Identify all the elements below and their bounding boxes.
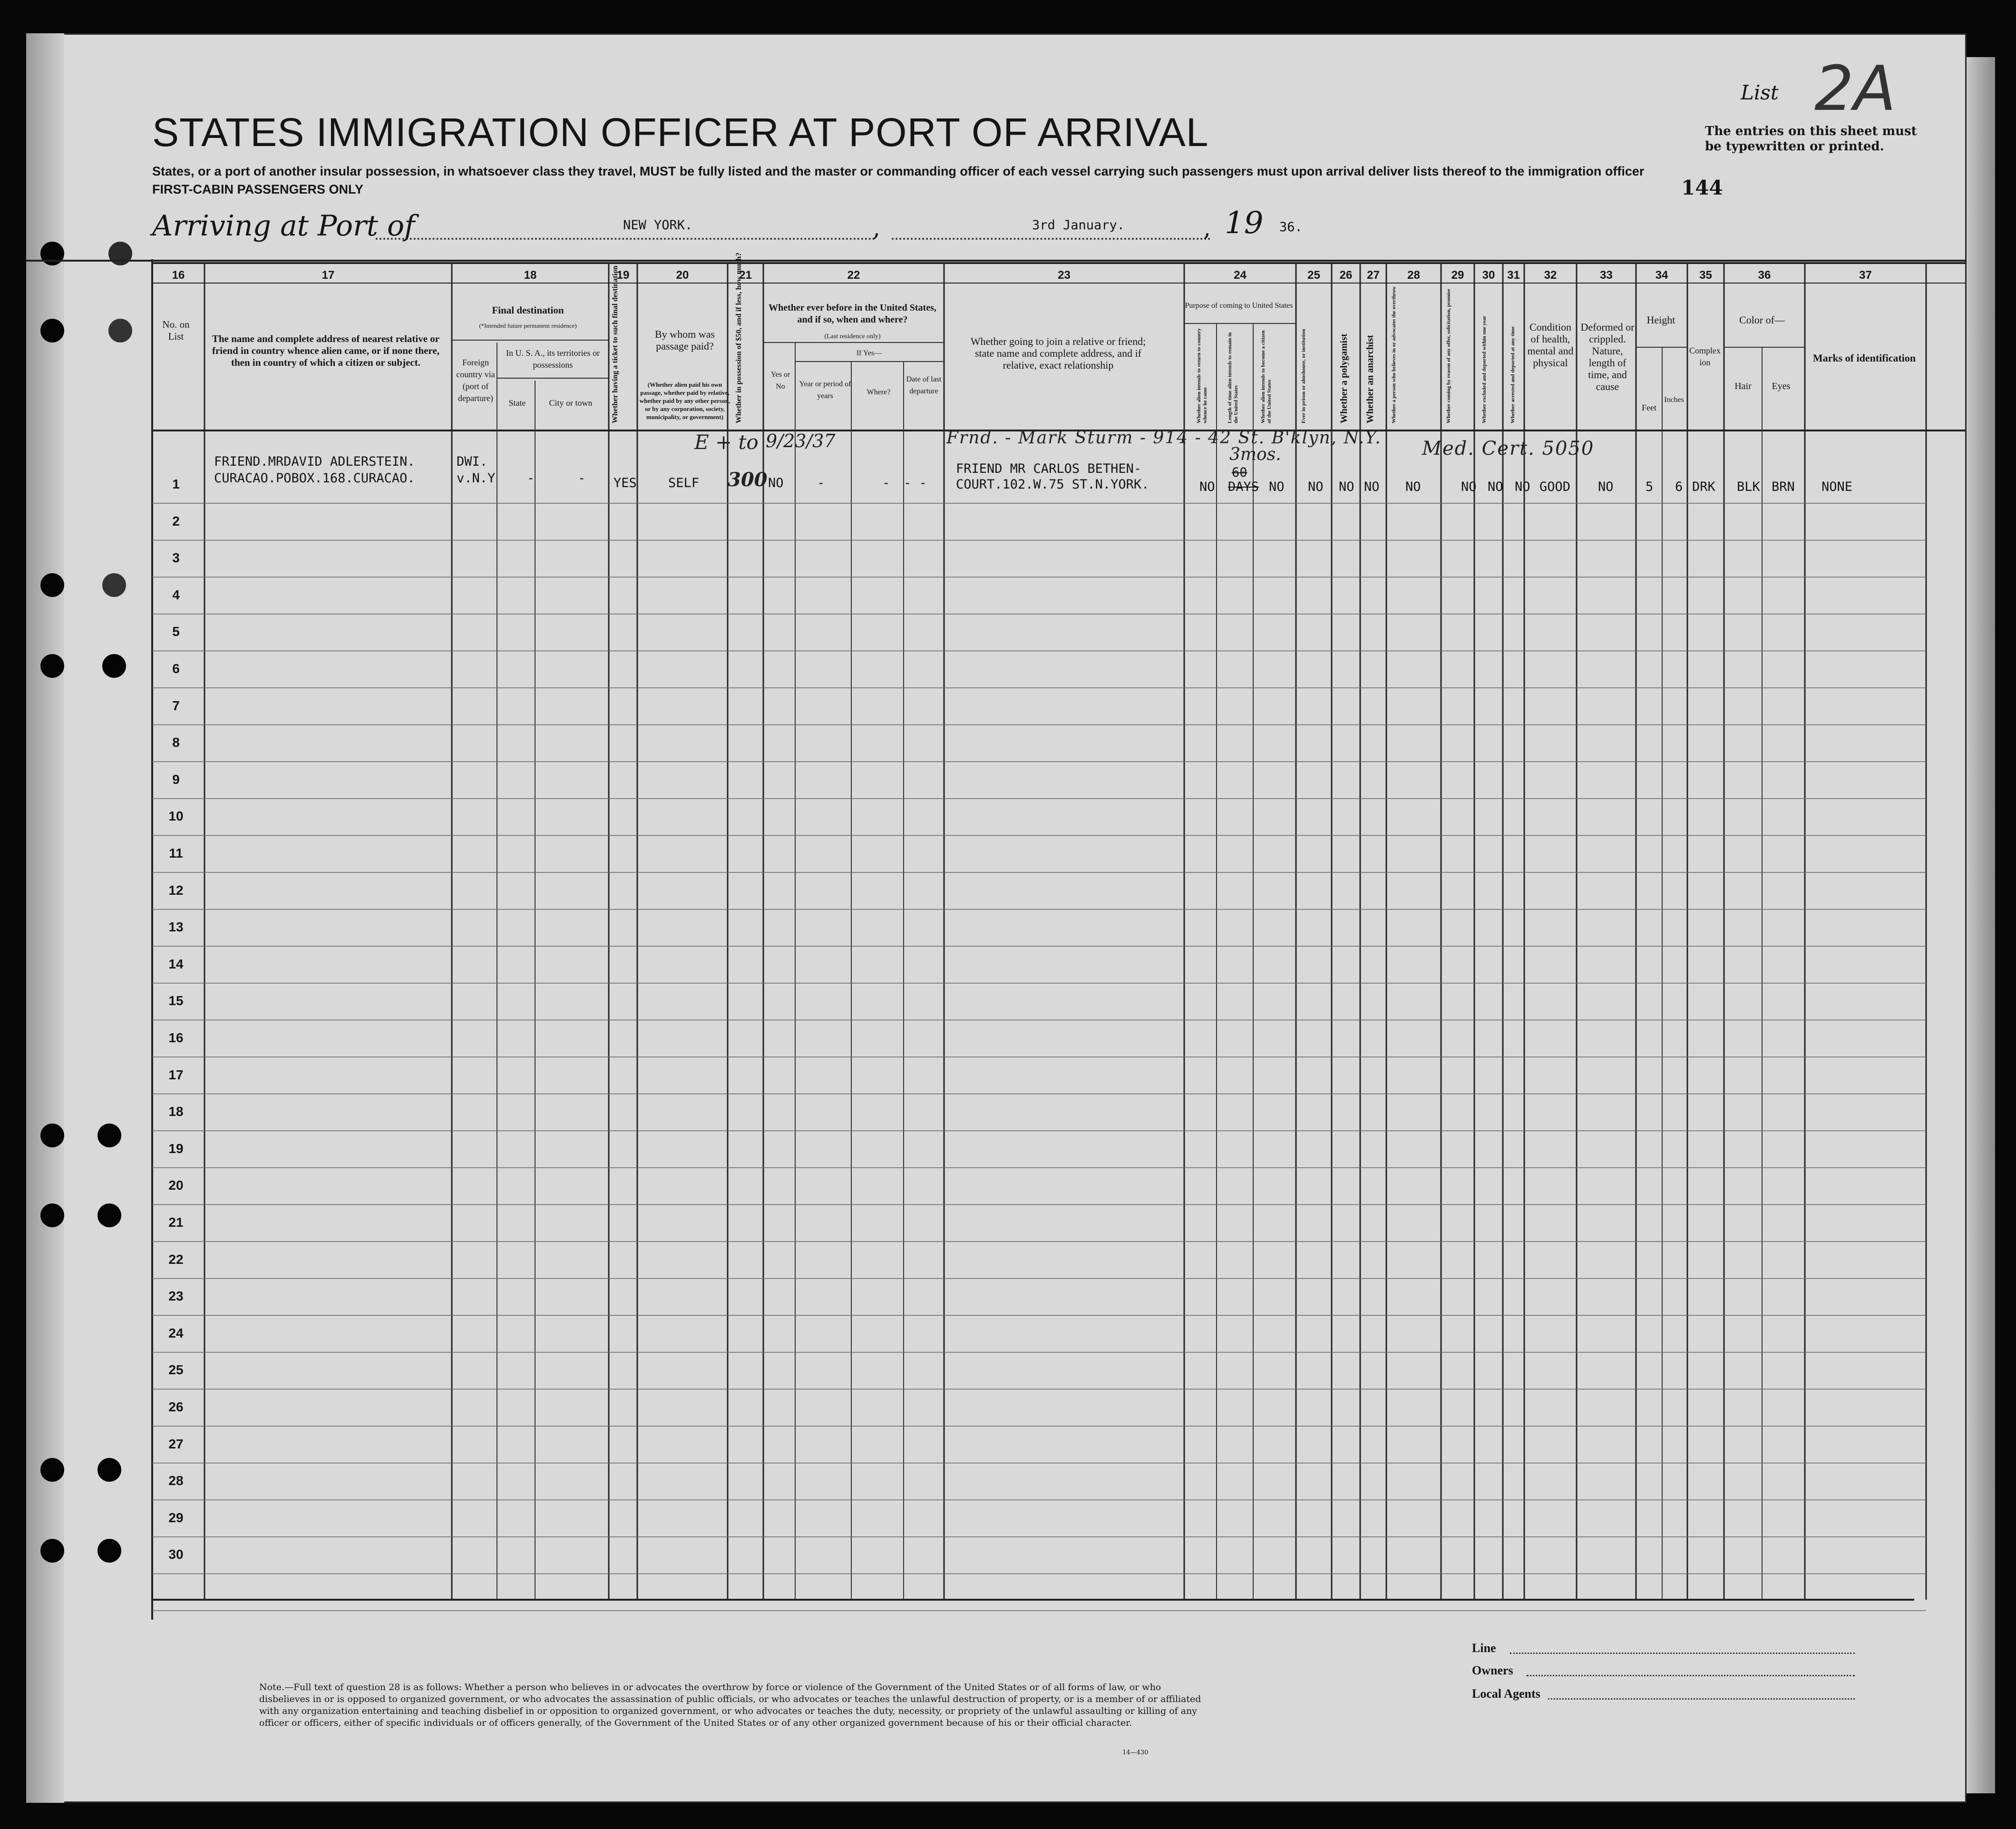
header-date-last: Date of last departure bbox=[906, 375, 942, 395]
entry-relative-line2: CURACAO.POBOX.168.CURACAO. bbox=[214, 471, 415, 486]
header-excluded: Whether excluded and deported within one year bbox=[1481, 315, 1487, 423]
header-complexion: Complexion bbox=[1689, 346, 1721, 367]
column-number: 28 bbox=[1407, 269, 1420, 282]
header-marks: Marks of identification bbox=[1812, 352, 1916, 364]
header-hair: Hair bbox=[1734, 381, 1752, 391]
line-dotted bbox=[1510, 1653, 1855, 1654]
agents-label: Local Agents bbox=[1472, 1687, 1540, 1701]
header-state: State bbox=[508, 398, 526, 408]
header-ever-before-note: (Last residence only) bbox=[824, 333, 881, 340]
port-value: NEW YORK. bbox=[623, 218, 693, 233]
entry-overthrow: NO bbox=[1405, 479, 1421, 494]
owners-dotted bbox=[1527, 1675, 1855, 1676]
header-purpose-return: Whether alien intends to return to country whence he came bbox=[1196, 328, 1208, 423]
row-number: 4 bbox=[172, 587, 180, 602]
column-number: 27 bbox=[1367, 269, 1380, 282]
header-prison: Ever in prison or almshouse, or institution bbox=[1301, 329, 1306, 423]
row-number: 10 bbox=[168, 809, 184, 824]
header-year: Year or period of years bbox=[799, 380, 851, 400]
entry-inches: 6 bbox=[1675, 479, 1683, 494]
header-where: Where? bbox=[867, 388, 891, 396]
row-number: 26 bbox=[168, 1399, 184, 1414]
header-purpose-citizen: Whether alien intends to become a citizen of the United States bbox=[1260, 330, 1272, 423]
header-city: City or town bbox=[549, 398, 593, 408]
page-title: STATES IMMIGRATION OFFICER AT PORT OF ARRIVAL bbox=[152, 110, 1209, 155]
entry-ever-before: NO bbox=[768, 476, 784, 490]
column-number: 33 bbox=[1600, 269, 1613, 282]
entry-prison: NO bbox=[1308, 479, 1324, 494]
entry-anarchist: NO bbox=[1364, 479, 1380, 494]
header-foreign-country: Foreign country via (port of departure) bbox=[456, 358, 495, 403]
entry-friend-line2: COURT.102.W.75 ST.N.YORK. bbox=[956, 477, 1149, 492]
annotation-money: E + to bbox=[694, 430, 759, 454]
date-dotted-line bbox=[892, 238, 1210, 240]
header-eyes: Eyes bbox=[1772, 381, 1791, 391]
header-arrested: Whether arrested and deported at any time bbox=[1510, 326, 1516, 423]
entry-purpose-citizen: NO bbox=[1269, 479, 1285, 494]
port-dotted-line bbox=[376, 238, 875, 240]
entry-arrested: NO bbox=[1515, 479, 1530, 494]
row-number: 16 bbox=[168, 1030, 184, 1045]
header-purpose: Purpose of coming to United States bbox=[1185, 302, 1293, 310]
header-nearest-relative: The name and complete address of nearest relative or friend in country whence alien came, or if none there, then in country of which a citizen or subject. bbox=[212, 333, 440, 368]
entry-destination-line2: v.N.Y bbox=[457, 471, 496, 486]
entry-excluded: NO bbox=[1488, 479, 1503, 494]
column-number: 37 bbox=[1859, 269, 1872, 282]
year-prefix: 19 bbox=[1225, 205, 1264, 241]
header-join-relative: Whether going to join a relative or friend; state name and complete address, and if relative, exact relationship bbox=[970, 335, 1146, 371]
row-number: 25 bbox=[168, 1362, 184, 1378]
entry-polygamist: NO bbox=[1339, 479, 1354, 494]
annotation-months: 3mos. bbox=[1229, 445, 1281, 464]
entry-purpose-length-top: 60 bbox=[1232, 465, 1247, 480]
row-number: 20 bbox=[168, 1178, 184, 1193]
header-fifty-dollars: Whether in possession of $50, and if less, how much? bbox=[735, 252, 743, 423]
header-purpose-length: Length of time alien intends to remain in the United States bbox=[1227, 332, 1239, 423]
row-number: 18 bbox=[168, 1104, 184, 1119]
entry-health: GOOD bbox=[1539, 479, 1571, 494]
header-yes-no: Yes or No bbox=[770, 371, 790, 391]
entry-where: - bbox=[882, 476, 890, 490]
entry-friend-line1: FRIEND MR CARLOS BETHEN- bbox=[956, 461, 1142, 476]
entry-ticket: YES bbox=[614, 476, 637, 490]
list-label: List bbox=[1741, 81, 1779, 104]
owners-label: Owners bbox=[1472, 1663, 1513, 1677]
typewritten-note: The entries on this sheet must be typewritten or printed. bbox=[1705, 124, 1917, 154]
entry-last-departure: - - bbox=[904, 476, 927, 490]
row-number: 1 bbox=[172, 477, 180, 491]
row-number: 5 bbox=[172, 624, 180, 639]
header-anarchist: Whether an anarchist bbox=[1365, 335, 1375, 423]
header-passage-paid: By whom was passage paid? bbox=[655, 328, 715, 352]
arriving-label: Arriving at Port of bbox=[152, 209, 415, 243]
row-number: 23 bbox=[168, 1289, 184, 1304]
sheet-number: 144 bbox=[1681, 176, 1723, 199]
date-value: 3rd January. bbox=[1032, 218, 1125, 233]
header-color-of: Color of— bbox=[1739, 314, 1785, 326]
row-number: 27 bbox=[168, 1436, 184, 1451]
column-number: 22 bbox=[847, 269, 860, 282]
row-number: 13 bbox=[168, 919, 184, 935]
list-number: 2A bbox=[1814, 52, 1896, 125]
row-number: 15 bbox=[168, 993, 184, 1008]
row-number: 22 bbox=[168, 1252, 184, 1267]
header-final-destination-note: (*Intended future permanent residence) bbox=[479, 322, 577, 329]
annotation-friend-address: Frnd. - Mark Sturm - 914 - 42 St. B'klyn, N.Y. bbox=[946, 428, 1382, 448]
line-label: Line bbox=[1472, 1641, 1496, 1655]
column-number: 32 bbox=[1544, 269, 1557, 282]
column-number: 31 bbox=[1507, 269, 1520, 282]
entry-purpose-return: NO bbox=[1199, 479, 1215, 494]
entry-hair: BLK bbox=[1737, 479, 1760, 494]
row-number: 21 bbox=[168, 1215, 184, 1230]
column-number: 25 bbox=[1307, 269, 1320, 282]
agents-dotted bbox=[1548, 1698, 1855, 1700]
entry-marks: NONE bbox=[1821, 479, 1853, 494]
entry-destination-line1: DWI. bbox=[457, 454, 488, 469]
entry-state: - bbox=[527, 471, 535, 486]
header-ticket: Whether having a ticket to such final destination bbox=[611, 265, 619, 423]
row-number: 17 bbox=[168, 1067, 184, 1082]
entry-deformed: NO bbox=[1598, 479, 1614, 494]
comma: , bbox=[1203, 214, 1211, 242]
question-28-note: Note.—Full text of question 28 is as follows: Whether a person who believes in or advocates the overthrow by force or violence of the Government of the United States or of all forms of law, or who disbelieves in or is opposed to organized government, or who advocates the assassination of public officials, or who advocates or teaches the unlawful destruction of property, or is a member of or affiliated with any organization entertaining and teaching disbelief in or opposition to organized government, or who advocates or teaches the duty, necessity, or propriety of the unlawful assaulting or killing of any officer or officers, either of specific individuals or of officers generally, of the Government of the United States or of any other organized government because of his or their official character. bbox=[259, 1682, 1201, 1728]
header-no-on-list: No. on List bbox=[162, 319, 190, 342]
column-number: 19 bbox=[616, 269, 630, 282]
page-subtitle: States, or a port of another insular possession, in whatsoever class they travel, MUST be fully listed and the master or commanding officer of each vessel carrying such passengers must upon arrival deliver lists thereof to the immigration officer bbox=[152, 164, 1645, 178]
column-number: 16 bbox=[172, 269, 185, 282]
header-inches: Inches bbox=[1664, 396, 1684, 404]
column-number: 18 bbox=[524, 269, 537, 282]
header-in-usa: In U. S. A., its territories or possessions bbox=[506, 348, 600, 370]
first-cabin-label: FIRST-CABIN PASSENGERS ONLY bbox=[152, 182, 364, 196]
entry-money: 300 bbox=[728, 469, 768, 491]
column-number: 29 bbox=[1451, 269, 1464, 282]
column-number: 30 bbox=[1482, 269, 1495, 282]
row-number: 3 bbox=[172, 550, 180, 566]
column-number: 35 bbox=[1699, 269, 1712, 282]
row-number: 24 bbox=[168, 1325, 184, 1340]
entry-year: - bbox=[817, 476, 825, 490]
row-number: 28 bbox=[168, 1473, 184, 1488]
year-suffix: 36. bbox=[1279, 220, 1303, 235]
column-number: 34 bbox=[1655, 269, 1668, 282]
column-number: 36 bbox=[1758, 269, 1771, 282]
row-number: 29 bbox=[168, 1510, 184, 1525]
comma: , bbox=[873, 214, 880, 242]
column-number: 20 bbox=[676, 269, 689, 282]
entry-eyes: BRN bbox=[1772, 479, 1795, 494]
header-offer: Whether coming by reason of any offer, solicitation, promise bbox=[1446, 289, 1451, 423]
header-polygamist: Whether a polygamist bbox=[1339, 333, 1349, 423]
header-if-yes: If Yes— bbox=[856, 349, 882, 357]
row-number: 9 bbox=[172, 772, 180, 787]
annotation-med-cert: Med. Cert. 5050 bbox=[1422, 438, 1595, 460]
row-number: 14 bbox=[168, 956, 184, 971]
row-number: 7 bbox=[172, 698, 180, 713]
row-number: 30 bbox=[168, 1547, 184, 1562]
header-feet: Feet bbox=[1642, 403, 1656, 412]
header-health: Condition of health, mental and physical bbox=[1527, 321, 1574, 369]
row-number: 11 bbox=[169, 846, 183, 861]
header-height: Height bbox=[1646, 314, 1675, 326]
header-ever-before: Whether ever before in the United States, and if so, when and where? bbox=[769, 303, 936, 325]
header-deformed: Deformed or crippled. Nature, length of time, and cause bbox=[1580, 321, 1635, 392]
entry-passage: SELF bbox=[668, 476, 700, 490]
row-number: 8 bbox=[172, 735, 180, 750]
entry-purpose-length: DAYS bbox=[1228, 479, 1259, 494]
entry-feet: 5 bbox=[1646, 479, 1654, 494]
annotation-date: 9/23/37 bbox=[766, 430, 836, 451]
page-edge bbox=[1967, 57, 1995, 1793]
entry-complexion: DRK bbox=[1692, 479, 1715, 494]
column-number: 21 bbox=[739, 269, 752, 282]
header-overthrow: Whether a person who believes in or advocates the overthrow bbox=[1391, 286, 1397, 423]
column-number: 23 bbox=[1058, 269, 1071, 282]
column-number: 24 bbox=[1234, 269, 1247, 282]
entry-relative-line1: FRIEND.MRDAVID ADLERSTEIN. bbox=[214, 454, 415, 469]
column-number: 26 bbox=[1339, 269, 1353, 282]
entry-offer: NO bbox=[1461, 479, 1477, 494]
row-number: 12 bbox=[168, 882, 184, 898]
row-number: 19 bbox=[168, 1141, 184, 1156]
row-number: 6 bbox=[172, 661, 180, 676]
header-passage-note: (Whether alien paid his own passage, whether paid by relative, whether paid by any other person, or by any corporation, society, municipality, or government) bbox=[639, 381, 730, 421]
column-number: 17 bbox=[321, 269, 335, 282]
header-final-destination: Final destination bbox=[492, 304, 564, 316]
row-number: 2 bbox=[172, 513, 180, 528]
entry-city: - bbox=[578, 471, 586, 486]
form-number: 14—430 bbox=[1122, 1749, 1149, 1756]
